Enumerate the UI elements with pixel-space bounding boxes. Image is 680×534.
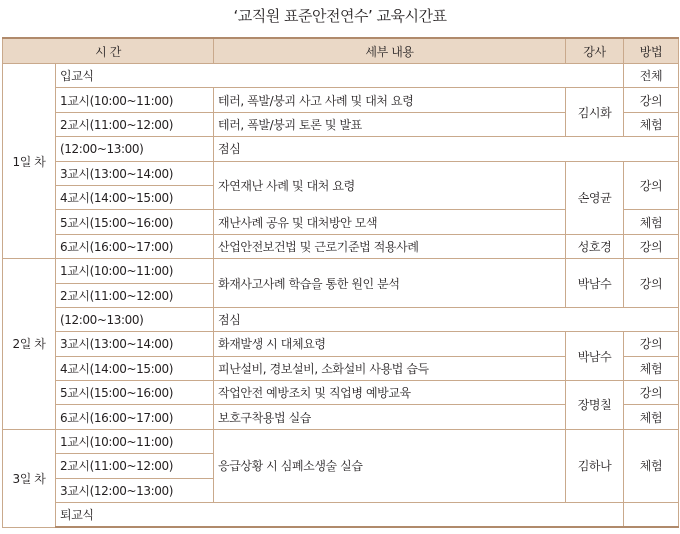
header-time: 시 간 [3, 38, 214, 64]
session-cell: 4교시(14:00~15:00) [56, 185, 214, 209]
session-cell: 2교시(11:00~12:00) [56, 283, 214, 307]
session-cell: 1교시(10:00~11:00) [56, 429, 214, 453]
schedule-title: ‘교직원 표준안전연수’ 교육시간표 [233, 7, 447, 25]
topic-cell: 자연재난 사례 및 대처 요령 [214, 161, 566, 210]
topic-cell: 작업안전 예방조치 및 직업병 예방교육 [214, 381, 566, 405]
session-cell: 3교시(13:00~14:00) [56, 332, 214, 356]
method-cell: 전체 [624, 64, 679, 88]
table-row [3, 503, 679, 528]
topic-cell: 보호구착용법 실습 [214, 405, 566, 429]
table-row [3, 137, 679, 161]
topic-cell: 테러, 폭발/붕괴 토론 및 발표 [214, 112, 566, 136]
method-cell: 강의 [624, 259, 679, 308]
session-cell: 1교시(10:00~11:00) [56, 259, 214, 283]
table-row [3, 381, 679, 405]
topic-cell: 피난설비, 경보설비, 소화설비 사용법 습득 [214, 356, 566, 380]
session-cell: (12:00~13:00) [56, 307, 214, 331]
session-cell: 4교시(14:00~15:00) [56, 356, 214, 380]
table-row [3, 234, 679, 258]
table-row [3, 332, 679, 356]
method-cell: 강의 [624, 88, 679, 112]
method-cell: 체험 [624, 112, 679, 136]
table-row [3, 429, 679, 453]
session-cell: 5교시(15:00~16:00) [56, 210, 214, 234]
instructor-cell: 장명칠 [566, 381, 624, 430]
session-cell: 2교시(11:00~12:00) [56, 454, 214, 478]
instructor-cell: 박남수 [566, 332, 624, 381]
method-cell: 체험 [624, 356, 679, 380]
session-cell: 3교시(12:00~13:00) [56, 478, 214, 502]
method-cell: 체험 [624, 429, 679, 502]
session-cell: 퇴교식 [56, 503, 624, 528]
day-label: 3일 차 [3, 429, 56, 527]
session-cell: 3교시(13:00~14:00) [56, 161, 214, 185]
day-label: 1일 차 [3, 64, 56, 259]
instructor-cell: 박남수 [566, 259, 624, 308]
method-cell [624, 503, 679, 528]
session-cell: 5교시(15:00~16:00) [56, 381, 214, 405]
table-row [3, 259, 679, 283]
header-instructor: 강사 [566, 38, 624, 64]
instructor-cell: 손영균 [566, 161, 624, 234]
topic-cell: 점심 [214, 307, 679, 331]
topic-cell: 화재발생 시 대체요령 [214, 332, 566, 356]
session-cell: 6교시(16:00~17:00) [56, 405, 214, 429]
table-row [3, 64, 679, 88]
instructor-cell: 김하나 [566, 429, 624, 502]
topic-cell: 산업안전보건법 및 근로기준법 적용사례 [214, 234, 566, 258]
method-cell: 강의 [624, 332, 679, 356]
table-row [3, 307, 679, 331]
method-cell: 강의 [624, 234, 679, 258]
session-cell: (12:00~13:00) [56, 137, 214, 161]
session-cell: 2교시(11:00~12:00) [56, 112, 214, 136]
method-cell: 강의 [624, 161, 679, 210]
header-detail: 세부 내용 [214, 38, 566, 64]
method-cell: 체험 [624, 405, 679, 429]
topic-cell: 점심 [214, 137, 679, 161]
session-cell: 입교식 [56, 64, 624, 88]
method-cell: 강의 [624, 381, 679, 405]
method-cell: 체험 [624, 210, 679, 234]
instructor-cell: 성호경 [566, 234, 624, 258]
header-row [3, 38, 679, 64]
table-row [3, 161, 679, 185]
schedule-table [2, 37, 679, 528]
topic-cell: 재난사례 공유 및 대처방안 모색 [214, 210, 566, 234]
topic-cell: 화재사고사례 학습을 통한 원인 분석 [214, 259, 566, 308]
table-row [3, 88, 679, 112]
header-method: 방법 [624, 38, 679, 64]
session-cell: 6교시(16:00~17:00) [56, 234, 214, 258]
session-cell: 1교시(10:00~11:00) [56, 88, 214, 112]
topic-cell: 응급상황 시 심폐소생술 실습 [214, 429, 566, 502]
topic-cell: 테러, 폭발/붕괴 사고 사례 및 대처 요령 [214, 88, 566, 112]
day-label: 2일 차 [3, 259, 56, 430]
instructor-cell: 김시화 [566, 88, 624, 137]
